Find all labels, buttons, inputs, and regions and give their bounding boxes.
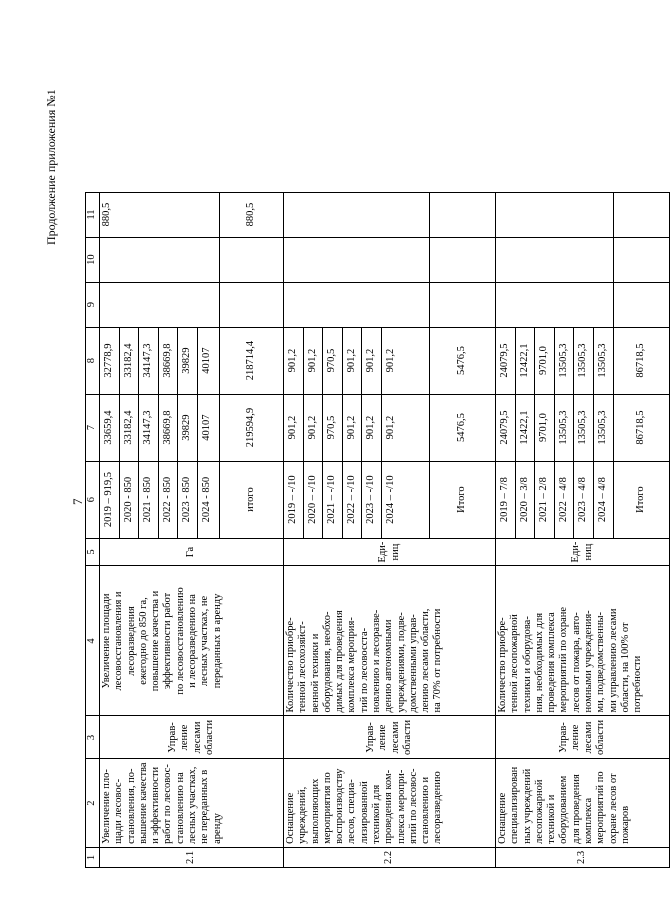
indicator-text-line: техники и оборудова- [521,616,533,713]
funding-column-7-value: 40107 [200,414,212,441]
executor-line: Управ- [557,722,569,753]
table-row [496,192,614,867]
funding-column-8-values [284,328,400,394]
measure-name-line: и эффективности [150,766,162,844]
indicator-text-line: дению автономными [383,619,395,713]
period-column-value: 2024 - 850 [200,476,212,523]
measure-name-line: пожаров [619,805,631,844]
page-number: 7 [70,498,85,505]
executor-line: лесами [191,721,203,754]
column-11-cell [100,192,220,237]
total-column-11: 880,5 [220,192,284,237]
column-10-cell [100,237,220,282]
funding-column-8-value: 12422,1 [516,328,536,394]
executor-line: области [594,719,606,756]
indicator-text-line: и лесоразведению на [186,594,198,688]
indicator-text-line: ми, подведомственны- [595,611,607,713]
total-column-8: 5476,5 [430,327,496,394]
executor-line: ление [570,724,582,751]
indicator-text-line: Увеличение площади [101,593,112,689]
measure-name-line: становления, по- [125,768,137,844]
column-11-cell [496,192,614,237]
executor-line: лесами [389,721,401,754]
funding-column-7-value: 970,5 [323,395,343,461]
measure-name-line: лесных участках, [186,766,198,844]
measure-name-line: плекса меропри- [395,769,407,844]
indicator-text-line: по лесовосстановлению [174,587,186,695]
table-body [86,192,670,867]
measure-name-line: Увеличение пло- [101,769,112,844]
period-column [100,461,220,538]
column-number: 8 [86,327,100,394]
indicator-text-line: Количество приобре- [285,617,296,713]
total-column-8: 86718,5 [614,327,670,394]
funding-column-7 [100,394,220,461]
indicator-text-line: переданных в аренду [211,593,223,689]
column-number: 5 [86,538,100,566]
indicator-text-line: димых для проведения [334,610,346,713]
funding-column-7-value: 13505,3 [596,410,608,445]
total-column-10 [220,237,284,282]
funding-column-7-value: 12422,1 [516,395,536,461]
column-10-cell [496,237,614,282]
measure-name-line: вышение качества [137,762,149,844]
measure-name-line: Оснащение [497,792,508,844]
row-number: 2.2 [284,847,496,867]
period-column-value: 2024 – 4/8 [596,477,608,523]
funding-column-8-value: 32778,9 [100,328,120,394]
indicator-text-line: учреждениями, подве- [395,612,407,713]
column-10-cell [284,237,430,282]
column-number: 11 [86,192,100,237]
period-column-value: 2021 - 850 [139,462,159,538]
measure-name-lines [285,762,445,843]
indicator-text [284,566,496,716]
unit [284,538,496,566]
funding-column-8 [284,327,430,394]
indicator-text-line: проведения комплекса [546,612,558,713]
measure-name-line: техникой и [546,794,558,844]
executor-lines [558,719,607,755]
period-column-value: 2024 – -/10 [384,475,396,524]
indicator-text-line: номными учреждения- [582,610,594,713]
funding-column-8-value: 901,2 [384,348,396,373]
period-column-value: 2023 - 850 [178,462,198,538]
column-9-cell [100,282,220,327]
total-column-11 [430,192,496,237]
indicator-text-lines [497,569,644,712]
funding-column-7-value: 9701,0 [535,395,555,461]
executor [284,716,496,759]
indicator-text-line: области, на 100% от [619,622,631,713]
measure-name-line: не переданных в [199,769,211,844]
total-column-9 [430,282,496,327]
column-11-cell [284,192,430,237]
funding-column-7-value: 33182,4 [120,395,140,461]
funding-column-8-value: 33182,4 [120,328,140,394]
period-column-value: 2020 – 3/8 [516,462,536,538]
measure-name-line: техникой для [370,784,382,844]
period-column [496,461,614,538]
measure-name-line: для проведения [570,774,582,844]
measure-name-line: ятий по лесовос- [407,768,419,844]
funding-column-8-value: 39829 [178,328,198,394]
indicator-text-line: лесоразведения [125,606,137,676]
total-column-7: 5476,5 [430,394,496,461]
measure-name [100,759,284,847]
indicator-text-line: тенной лесопожарной [509,614,521,713]
column-number: 4 [86,566,100,716]
unit-line: Еди- [570,541,582,563]
period-column-value: 2019 – 919,5 [100,462,120,538]
period-column-value: 2020 - 850 [120,462,140,538]
indicator-text-line: Количество приобре- [497,617,508,713]
measure-name [496,759,670,847]
row-number: 2.3 [496,847,670,867]
funding-column-8-values [100,328,216,394]
measure-name-line: Оснащение [285,792,296,844]
funding-column-8 [496,327,614,394]
period-column-value: 2023 – 4/8 [574,462,594,538]
funding-column-7-value: 38669,8 [159,395,179,461]
total-column-7: 86718,5 [614,394,670,461]
unit-line: ниц [389,543,401,561]
indicator-text-line: комплекса мероприя- [346,617,358,713]
total-column-9 [220,282,284,327]
funding-column-7-value: 901,2 [343,395,363,461]
indicator-text-line: тенной лесохозяйст- [297,621,309,713]
unit-lines [377,542,402,563]
funding-column-7-value: 901,2 [304,395,324,461]
measure-name-line: лесов, специа- [346,779,358,844]
period-column-value: 2021 – 2/8 [535,462,555,538]
indicator-text-line: ния, необходимых для [533,612,545,713]
measure-name [284,759,496,847]
unit [496,538,670,566]
total-column-11 [614,192,670,237]
measure-name-line: работ по лесовос- [162,764,174,844]
unit-lines [570,542,595,563]
period-column-value: 2021 – -/10 [323,462,343,538]
column-number-row [86,192,100,867]
funding-column-7-value: 33659,4 [100,395,120,461]
measure-name-line: мероприятия по [321,772,333,844]
table-row [284,192,430,867]
measure-name-lines [101,762,224,843]
funding-column-7-values [496,395,612,461]
funding-column-7-value: 901,2 [362,395,382,461]
indicator-text-line: мероприятий по охране [558,606,570,713]
measure-name-line: выполняющих [309,778,321,844]
period-column-value: 2019 – 7/8 [496,462,516,538]
column-number: 3 [86,716,100,759]
funding-column-8-value: 38669,8 [159,328,179,394]
indicator-text-line: эффективности работ [162,592,174,690]
measure-name-line: специализирован [509,766,521,844]
executor-line: области [203,719,215,756]
unit-lines [185,542,197,563]
period-column-values [284,462,400,538]
funding-column-7-values [284,395,400,461]
measure-name-line: лесоразведению [432,771,444,844]
total-column-8: 218714,4 [220,327,284,394]
funding-column-7-value: 901,2 [284,395,304,461]
measure-name-line: становлению и [420,776,432,844]
measure-name-line: становлению на [174,772,186,844]
executor-line: ление [179,724,191,751]
measure-name-line: проведения ком- [383,769,395,844]
funding-column-8-value: 24079,5 [496,328,516,394]
indicator-text-line: ми управлению лесами [607,608,619,713]
funding-column-7 [496,394,614,461]
column-number: 7 [86,394,100,461]
table-row [100,192,220,867]
measure-name-line: оборудованием [558,775,570,844]
period-column-value: 2022 - 850 [159,462,179,538]
indicator-text-line: лесов от пожара, авто- [570,612,582,713]
funding-column-8-value: 901,2 [362,328,382,394]
measure-name-line: щади лесовос- [113,778,125,844]
indicator-text-line: новлению и лесоразве- [370,609,382,713]
funding-column-8-value: 970,5 [323,328,343,394]
indicator-text-line: на 70% от потребности [432,608,444,713]
measure-name-line: учреждений, [297,786,309,844]
measure-name-line: лизированной [358,781,370,844]
total-column-9 [614,282,670,327]
executor-line: ление [377,724,389,751]
indicator-text-line: тий по лесовосста- [358,627,370,713]
total-label: итого [220,461,284,538]
measure-name-lines [497,762,632,843]
funding-column-7-value: 13505,3 [574,395,594,461]
funding-column-8-value: 9701,0 [535,328,555,394]
executor-line: лесами [582,721,594,754]
unit-line: ниц [582,543,594,561]
indicator-text-line: лесовосстановления и [113,591,125,691]
funding-column-7-values [100,395,216,461]
measure-name-line: мероприятий по [595,771,607,844]
indicator-text-lines [285,569,445,712]
column-number: 1 [86,847,100,867]
column-9-cell [496,282,614,327]
unit-line: Еди- [377,541,389,563]
period-column-value: 2020 – -/10 [304,462,324,538]
column-number: 2 [86,759,100,847]
executor-lines [167,719,216,755]
funding-column-8-value: 901,2 [343,328,363,394]
executor-line: области [401,719,413,756]
column-9-cell [284,282,430,327]
column-number: 6 [86,461,100,538]
funding-column-8 [100,327,220,394]
executor-line: Управ- [166,722,178,753]
funding-column-7-value: 39829 [178,395,198,461]
measure-name-line: комплекса [582,797,594,844]
funding-column-8-value: 34147,3 [139,328,159,394]
indicator-text-line: повышение качества и [150,590,162,692]
column-11-value: 880,5 [101,202,112,227]
continuation-caption: Продолжение приложения №1 [44,89,58,245]
measure-name-line: аренду [211,813,223,844]
indicator-text-line: лению лесами области, [420,608,432,713]
program-table [85,192,670,868]
indicator-text-line: потребности [632,655,644,713]
measure-name-line: охране лесов от [607,773,619,844]
unit-line: Га [185,546,197,558]
executor-lines [365,719,414,755]
executor-line: Управ- [364,722,376,753]
total-column-10 [430,237,496,282]
column-number: 10 [86,237,100,282]
period-column [284,461,430,538]
indicator-text-line: ежегодно до 850 га, [137,597,149,685]
period-column-values [496,462,612,538]
funding-column-7 [284,394,430,461]
funding-column-8-value: 901,2 [304,328,324,394]
executor [100,716,284,759]
column-number: 9 [86,282,100,327]
funding-column-8-value: 901,2 [284,328,304,394]
measure-name-line: воспроизводству [334,768,346,844]
funding-column-8-value: 13505,3 [555,328,575,394]
funding-column-8-value: 13505,3 [574,328,594,394]
indicator-text [100,566,284,716]
total-column-7: 219594,9 [220,394,284,461]
funding-column-7-value: 34147,3 [139,395,159,461]
indicator-text [496,566,670,716]
indicator-text-line: лесных участках, не [199,595,211,687]
total-label: Итого [614,461,670,538]
indicator-text-line: оборудования, необхо- [321,611,333,713]
total-label: Итого [430,461,496,538]
measure-name-line: ных учреждений [521,768,533,844]
period-column-values [100,462,216,538]
funding-column-8-value: 40107 [200,347,212,374]
funding-column-8-values [496,328,612,394]
funding-column-7-value: 13505,3 [555,395,575,461]
period-column-value: 2022 – -/10 [343,462,363,538]
period-column-value: 2019 – -/10 [284,462,304,538]
indicator-text-lines [101,569,224,712]
measure-name-line: лесопожарной [533,779,545,844]
indicator-text-line: венной техники и [309,633,321,713]
unit [100,538,284,566]
funding-column-8-value: 13505,3 [596,343,608,378]
funding-column-7-value: 24079,5 [496,395,516,461]
period-column-value: 2023 – -/10 [362,462,382,538]
indicator-text-line: домственными управ- [407,614,419,713]
period-column-value: 2022 – 4/8 [555,462,575,538]
total-column-10 [614,237,670,282]
funding-column-7-value: 901,2 [384,415,396,440]
row-number: 2.1 [100,847,284,867]
executor [496,716,670,759]
